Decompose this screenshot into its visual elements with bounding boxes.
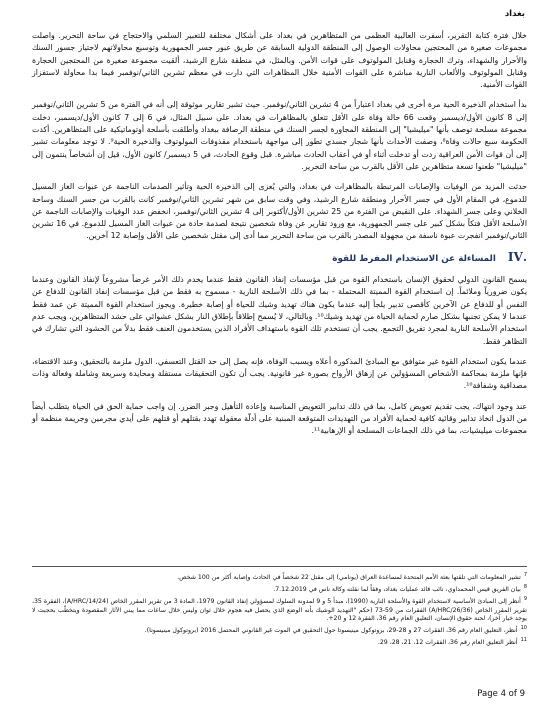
footnote: $^9$أنظر إلى المبادئ الأساسية لاستخدام القوة والأسلحة النارية (1990)، مبدأ 5 و 9 لمدونة السلوك لمسؤولي إنفاذ القانون 1979، المادة 3 من تقرير المقرر الخاص (A/HRC/14/24)، الفقرة 35، تقرير المقرر الخاص (A/HRC/26/36) الفقرات من 59-73 (حكم "التهديد الوشيك بأنه الوضع الذي يحصل فيه هجوم خلال ثوان وليس خلال ساعات مما يبني الآثار المقصودة ويتخطّب بحجبت لا يوجد خيار آخر)، لجنة حقوق الإنسان، التعليق العام رقم 36، الفقرة 12 و 20+. (32, 595, 527, 623)
footnotes (32, 566, 527, 648)
paragraph: يسمح القانون الدولي لحقوق الإنسان باستخدام القوة من قبل مؤسسات إنفاذ القانون فقط عندما يخدم ذلك الأمر غرضاً مشروعاً لإنفاذ القانون وعندما يكون ضرورياً وملائماً. إن استخدام القوة المميتة المحتملة - بما في ذلك الأسلحة النارية - مسموح به فقط من قبل مؤسسات إنفاذ القانون للدفاع عن النفس أو للدفاع عن الآخرين كأقصى تدبير يلجأ إليه عندما يكون هناك تهديد وشيك للحياة أو إصابة خطيرة. ويجوز استخدام القوة المميتة عن عمد فقط عندما لا يمكن تجنبها بشكل صارم لحماية الحياة من تهديد وشيك¹⁰. وبالتالي، لا يُسمح إطلاقاً بإطلاق النار بشكل عشوائي على حشد المتظاهرين، ويجب عدم استخدام الأسلحة النارية لمجرد تفريق التجمع. يجب أن تستخدم تلك القوة باستهداف الأفراد الذين يستخدمون العنف فقط بدلاً من الحشود التي تشارك في التظاهر فقط. (32, 275, 527, 346)
paragraph: بدأ استخدام الذخيرة الحية مرة أخرى في بغداد اعتباراً من 4 تشرين الثاني/نوفمبر. حيث تشير تقارير موثوقة إلى أنه في الفترة من 5 تشرين الثاني/نوفمبر إلى 8 كانون الأول/ديسمبر وقعت 66 حالة وفاة على الأقل تتعلق بالمظاهرات في بغداد. على سبيل المثال، في 6 إلى 7 كانون الأول/ديسمبر، دخلت مجموعة مسلحة توصف بأنها "ميليشيا" إلى المنطقة المجاورة لجسر السنك في منطقة الرصافة ببغداد وأطلقت بأسلحة أوتوماتيكية على المتظاهرين. أكدت الحكومة سبع حالات وفاة⁸، وصفت الأحداث بأنها شجار جسدي تطور إلى مواجهة باستخدام مقذوفات المولوتوف والذخيرة الحية⁹. لا توجد معلومات تشير إلى أن قوات الأمن العراقية ردت أو تدخلت أثناء أو في أعقاب الحادث مباشرة. قبل وقوع الحادث، في 5 ديسمبر/ كانون الأول، قيل إن أشخاصاً ينتمون إلى "ميليشيا" طعنوا تسعة متظاهرين على الأقل بالقرب من ساحة التحرير. (32, 100, 528, 171)
paragraph: عند وجود انتهاك، يجب تقديم تعويض كامل، بما في ذلك تدابير التعويض المناسبة وإعادة التأهيل وجبر الضرر. إن واجب حماية الحق في الحياة يتطلب أيضاً من الدول اتخاذ تدابير وقائية كافية لحماية الأفراد من التهديدات المتوقعة المبنية على أدلّة معقولة تهدد بقتلهم أو قتلهم على أيدي مجرمين وجريمة منظمة أو مجموعات ميليشيات، بما في ذلك الجماعات المسلحة أو الإرهابية¹¹. (32, 401, 527, 436)
main-content (32, 30, 527, 446)
section-title: المساءلة عن الاستخدام المفرط للقوة (332, 253, 496, 264)
page-header-location: بغداد (504, 9, 525, 19)
section-heading (32, 251, 527, 265)
paragraph: عندما يكون استخدام القوة غير متوافق مع المبادئ المذكورة أعلاه ويسبب الوفاة، فإنه يصل إلى حد القتل التعسفي. الدول ملزمة بالتحقيق، وعند الاقتضاء، فإنها ملزمة بمحاكمة الأشخاص المسؤولين عن إزهاق الأرواح بصورة غير قانونية. يجب أن تكون التحقيقات مستقلة ومحايدة وسريعة وشاملة وفعالة وذات مصداقية وشفافة¹⁰. (32, 356, 527, 391)
footnote: $^{11}$أنظر التعليق العام رقم 36، الفقرات 12، 21، 28، 29. (377, 637, 527, 647)
paragraph: خلال فترة كتابة التقرير، أسفرت العالبية العظمى من المتظاهرين في بغداد على أشكال مختلفة للتعبير السلمي والاحتجاج في ساحة التحرير. واصلت مجموعات صغيرة من المحتجين محاولات الوصول إلى المنطقة الدولية السابقة عن طريق عبور جسر الجمهورية وتوسيع محاولاتهم لاجتياز جسور السنك والأحرار والشهداء، وترك الحجارة وقنابل المولوتوف على قوات الأمن. وبالمثل، في منطقة شارع الرشيد، ألقيت مجموعة صغيرة من المحتجين الحجارة وقنابل المولوتوف والألعاب النارية مباشرة على القوات الأمنية خلال المظاهرات التي دارت في معظم تشرين الثاني/نوفمبر فيما بدا محاولة لاستفزاز القوات الأمنية. (32, 31, 527, 90)
section-number: .IV (507, 249, 527, 264)
page-number: Page 4 of 9 (477, 689, 525, 699)
footnote: $^7$تشير المعلومات التي تلقتها بعثة الأمم المتحدة لمساعدة العراق (يونامي) إلى مقتل 22 شخصاً في الحادث وإصابة أكثر من 100 شخص. (177, 572, 527, 582)
paragraph: حدثت المزيد من الوفيات والإصابات المرتبطة بالمظاهرات في بغداد، والتي يُعزى إلى الذخيرة الحية وتأثير الصدمات الناجمة عن عبوات الغاز المسيل للدموع، في المقام الأول في جسر الأحرار ومنطقة شارع الرشيد، وفي وقت سابق من شهر تشرين الثاني/نوفمبر كانت بالقرب من جسر السنك وساحة الخلاني وعلى جسر الشهداء. على النقيض من الفترة من 25 تشرين الأول/أكتوبر إلى 4 تشرين الثاني/نوفمبر، انخفض عدد الوفيات والإصابات الناجمة عن الأسلحة الأقل فتكاً بشكل كبير على جسر الجمهورية، مع ورود تقارير عن وفاة شخصين نتيجة لصدمة حادة من عبوات الغاز المسيل للدموع. في 16 تشرين الثاني/نوفمبر انفجرت عبوة ناسفة من مجهولة المصدر بالقرب من ساحة التحرير مما أدى إلى مقتل شخصين على الأقل وإصابة 12 آخرين. (32, 182, 528, 241)
footnote: $^{10}$أنظر، التعليق العام رقم 36، الفقرات 27 و 28-29، بروتوكول مينيسوتا حول التحقيق في الموت غير القانوني المحتمل 2016 (بروتوكول مينيسوتا). (144, 625, 527, 635)
footnote: $^8$بيان الفريق قيس المحمداوي، نائب قائد عمليات بغداد، وفقاً لما نقلته وكالة ناس في 7.12.2019. (273, 583, 527, 593)
